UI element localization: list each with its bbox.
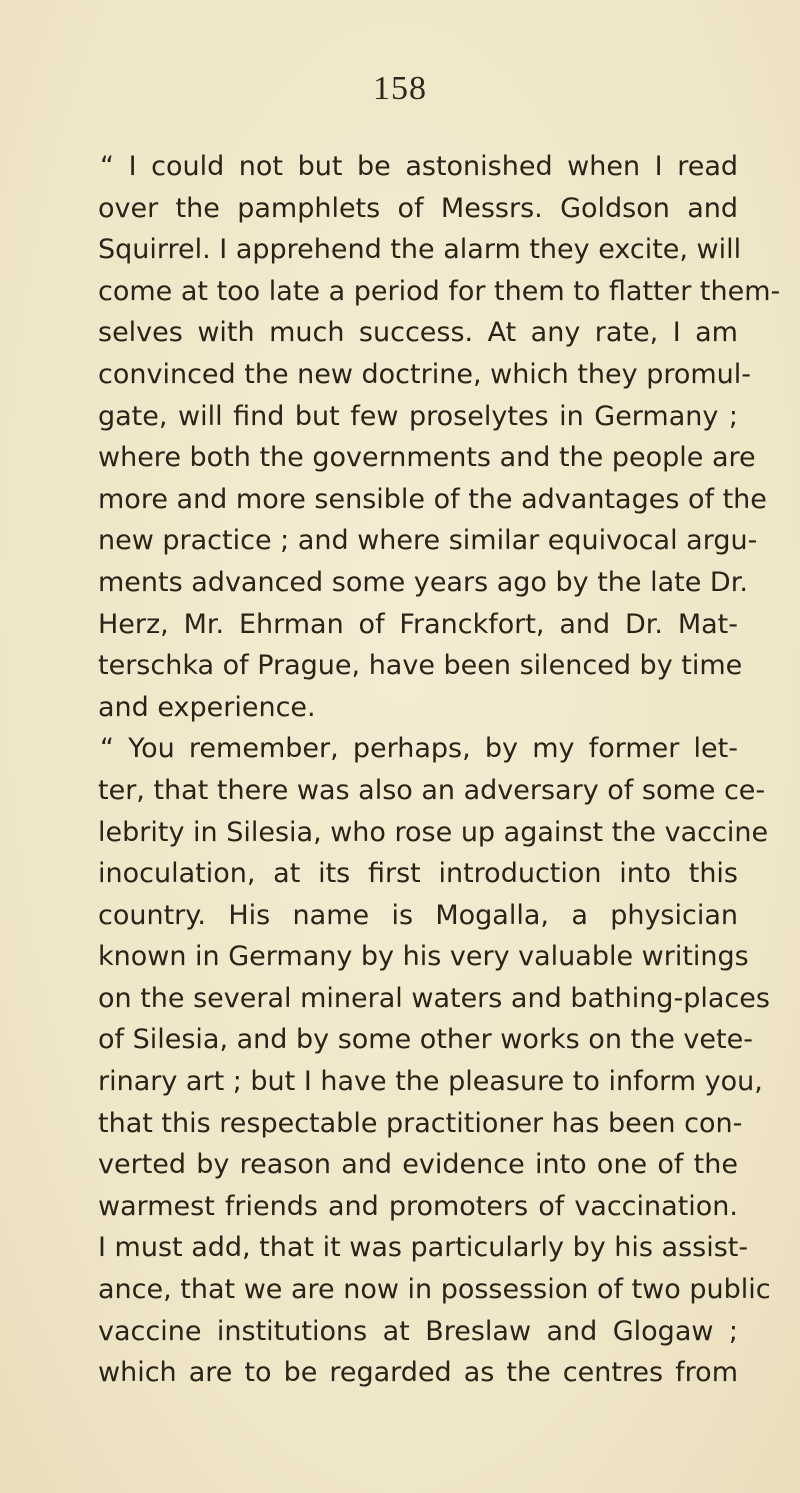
text-line: ance, that we are now in possession of two public	[98, 1274, 771, 1306]
text-line: warmest friends and promoters of vaccination.	[98, 1190, 738, 1222]
text-line: come at too late a period for them to flatter them-	[98, 275, 781, 307]
text-line: ter, that there was also an adversary of some ce-	[98, 774, 766, 806]
text-line: on the several mineral waters and bathing-places	[98, 982, 770, 1014]
text-line: “ I could not but be astonished when I read	[100, 151, 738, 182]
text-line: Squirrel. I apprehend the alarm they excite, will	[98, 234, 742, 266]
text-line: inoculation, at its first introduction into this	[98, 858, 738, 890]
text-line: “ You remember, perhaps, by my former let-	[100, 733, 738, 765]
text-line: where both the governments and the people are	[98, 442, 756, 474]
text-line: gate, will find but few proselytes in Germany ;	[98, 400, 738, 432]
text-line: of Silesia, and by some other works on the vete-	[98, 1024, 753, 1056]
text-line: and experience.	[98, 691, 316, 723]
page-number: 158	[373, 70, 427, 107]
text-line: known in Germany by his very valuable writings	[98, 941, 749, 973]
text-line: Herz, Mr. Ehrman of Franckfort, and Dr. Mat-	[98, 608, 738, 640]
body-text	[98, 146, 781, 1394]
text-line: verted by reason and evidence into one of the	[98, 1149, 738, 1181]
text-line: new practice ; and where similar equivocal argu-	[98, 525, 758, 557]
text-line: ments advanced some years ago by the late Dr.	[98, 566, 748, 598]
text-line: selves with much success. At any rate, I am	[98, 317, 738, 349]
text-line: that this respectable practitioner has been con-	[98, 1107, 743, 1139]
text-line: I must add, that it was particularly by his assist-	[98, 1232, 749, 1264]
text-line: lebrity in Silesia, who rose up against the vaccine	[98, 816, 769, 848]
text-line: which are to be regarded as the centres from	[98, 1357, 738, 1389]
text-line: convinced the new doctrine, which they promul-	[98, 358, 752, 390]
text-line: more and more sensible of the advantages of the	[98, 483, 767, 515]
text-line: vaccine institutions at Breslaw and Glogaw ;	[98, 1315, 738, 1347]
text-line: rinary art ; but I have the pleasure to inform you,	[98, 1066, 763, 1098]
text-line: over the pamphlets of Messrs. Goldson and	[98, 192, 738, 224]
text-line: country. His name is Mogalla, a physician	[98, 899, 738, 931]
text-line: terschka of Prague, have been silenced by time	[98, 650, 743, 682]
